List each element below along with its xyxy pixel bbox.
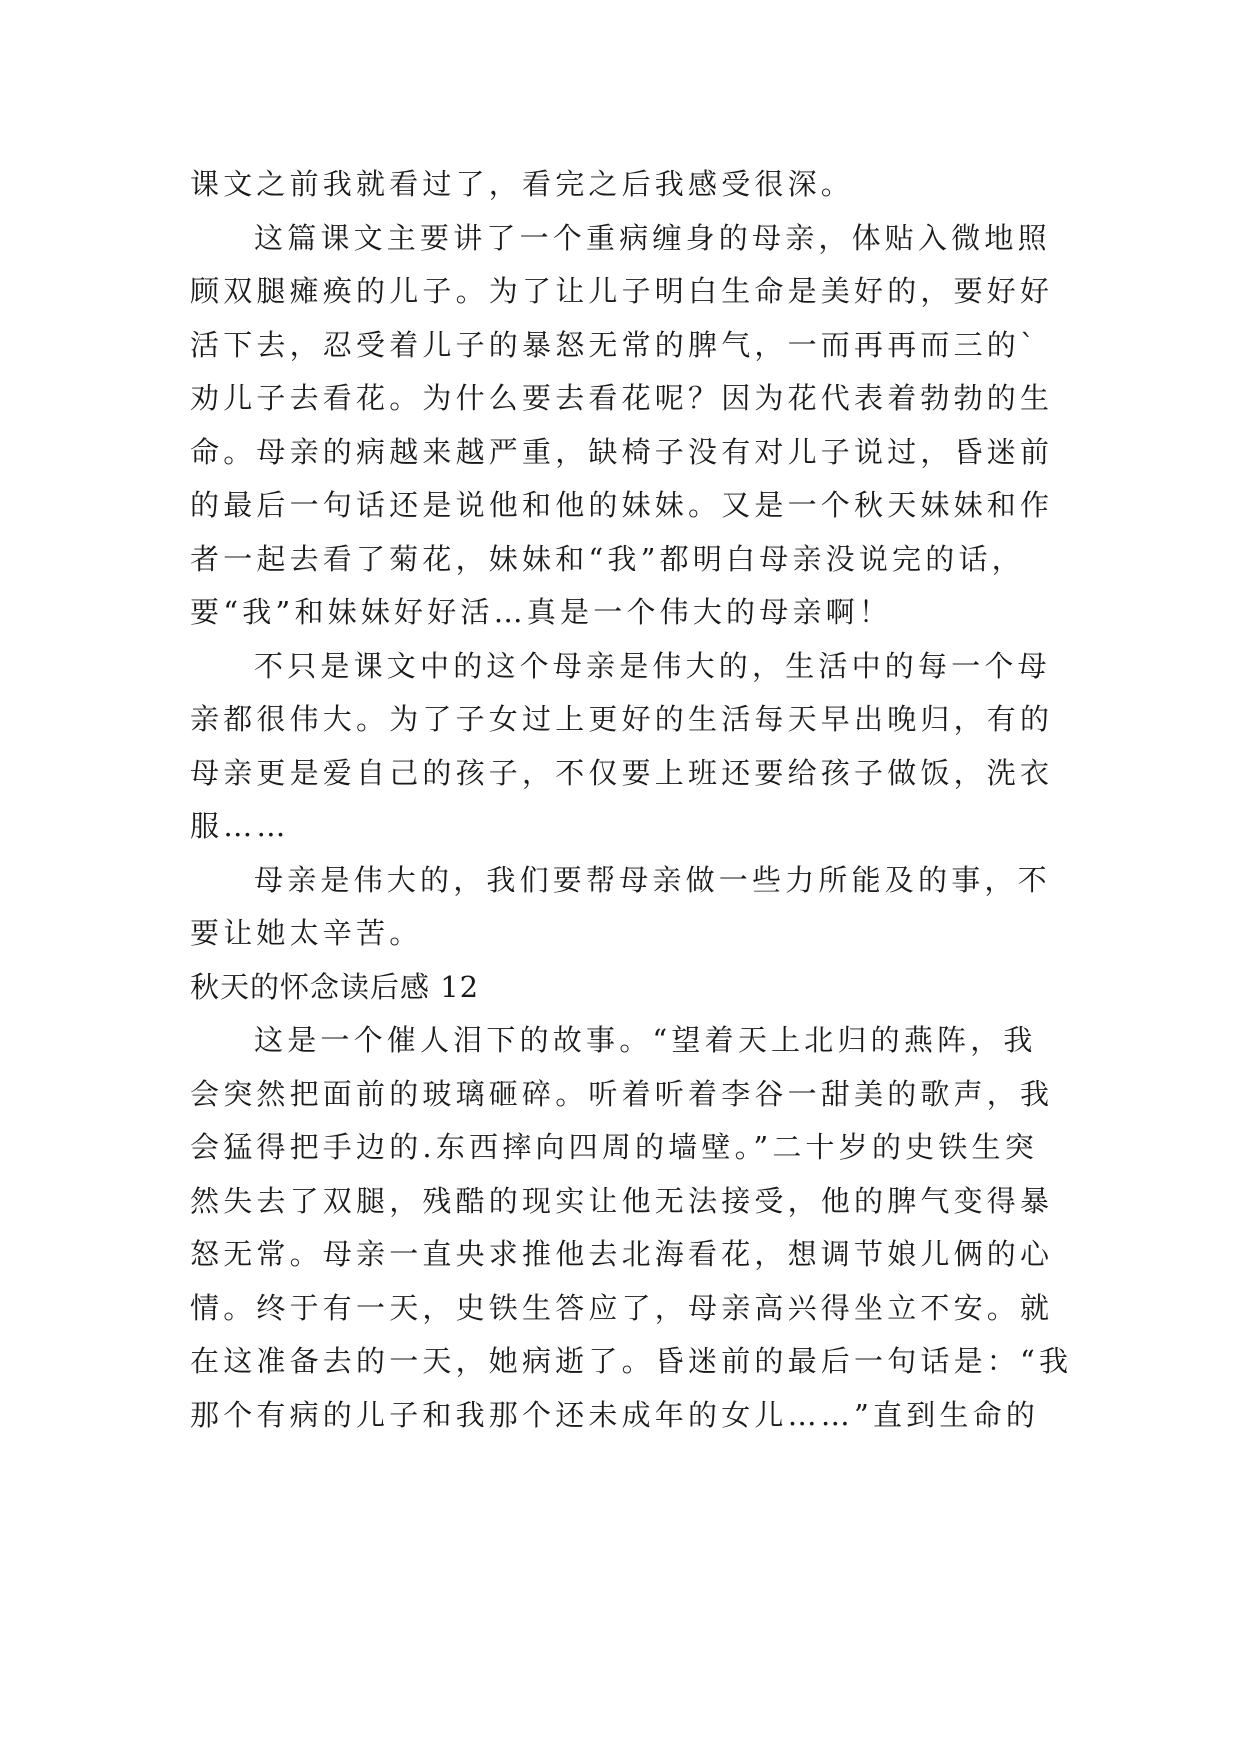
text-line: 不只是课文中的这个母亲是伟大的，生活中的每一个母 [254, 648, 1051, 683]
text-line: 顾双腿瘫痪的儿子。为了让儿子明白生命是美好的，要好好 [190, 274, 1054, 308]
text-line: 亲都很伟大。为了子女过上更好的生活每天早出晚归，有的 [190, 702, 1054, 736]
text-line: 母亲更是爱自己的孩子，不仅要上班还要给孩子做饭，洗衣 [190, 755, 1054, 790]
text-line: 这篇课文主要讲了一个重病缠身的母亲，体贴入微地照 [254, 220, 1051, 255]
text-line: 命。母亲的病越来越严重，缺椅子没有对儿子说过，昏迷前 [190, 434, 1054, 469]
document-body [190, 158, 1073, 1442]
text-line: 服…… [190, 809, 290, 843]
text-line: 者一起去看了菊花，妹妹和“我”都明白母亲没说完的话， [190, 541, 1025, 576]
section-heading: 秋天的怀念读后感 12 [190, 969, 480, 1004]
text-line: 怒无常。母亲一直央求推他去北海看花，想调节娘儿俩的心 [190, 1237, 1054, 1271]
text-line: 要让她太辛苦。 [190, 916, 423, 950]
text-line: 课文之前我就看过了，看完之后我感受很深。 [190, 167, 855, 201]
text-line: 劝儿子去看花。为什么要去看花呢？因为花代表着勃勃的生 [190, 381, 1054, 415]
text-line: 在这准备去的一天，她病逝了。昏迷前的最后一句话是：“我 [190, 1344, 1073, 1378]
text-line: 的最后一句话还是说他和他的妹妹。又是一个秋天妹妹和作 [190, 488, 1054, 522]
text-line: 母亲是伟大的，我们要帮母亲做一些力所能及的事，不 [254, 862, 1051, 897]
text-line: 会突然把面前的玻璃砸碎。听着听着李谷一甜美的歌声，我 [190, 1076, 1054, 1111]
text-line: 活下去，忍受着儿子的暴怒无常的脾气，一而再再而三的` [190, 327, 1039, 362]
text-line: 这是一个催人泪下的故事。“望着天上北归的燕阵，我 [254, 1023, 1037, 1057]
text-line: 那个有病的儿子和我那个还未成年的女儿……”直到生命的 [190, 1397, 1040, 1432]
text-line: 情。终于有一天，史铁生答应了，母亲高兴得坐立不安。就 [190, 1290, 1054, 1325]
text-line: 会猛得把手边的.东西摔向四周的墙壁。”二十岁的史铁生突 [190, 1130, 1038, 1164]
text-line: 然失去了双腿，残酷的现实让他无法接受，他的脾气变得暴 [190, 1183, 1054, 1218]
text-line: 要“我”和妹妹好好活…真是一个伟大的母亲啊！ [190, 595, 893, 629]
